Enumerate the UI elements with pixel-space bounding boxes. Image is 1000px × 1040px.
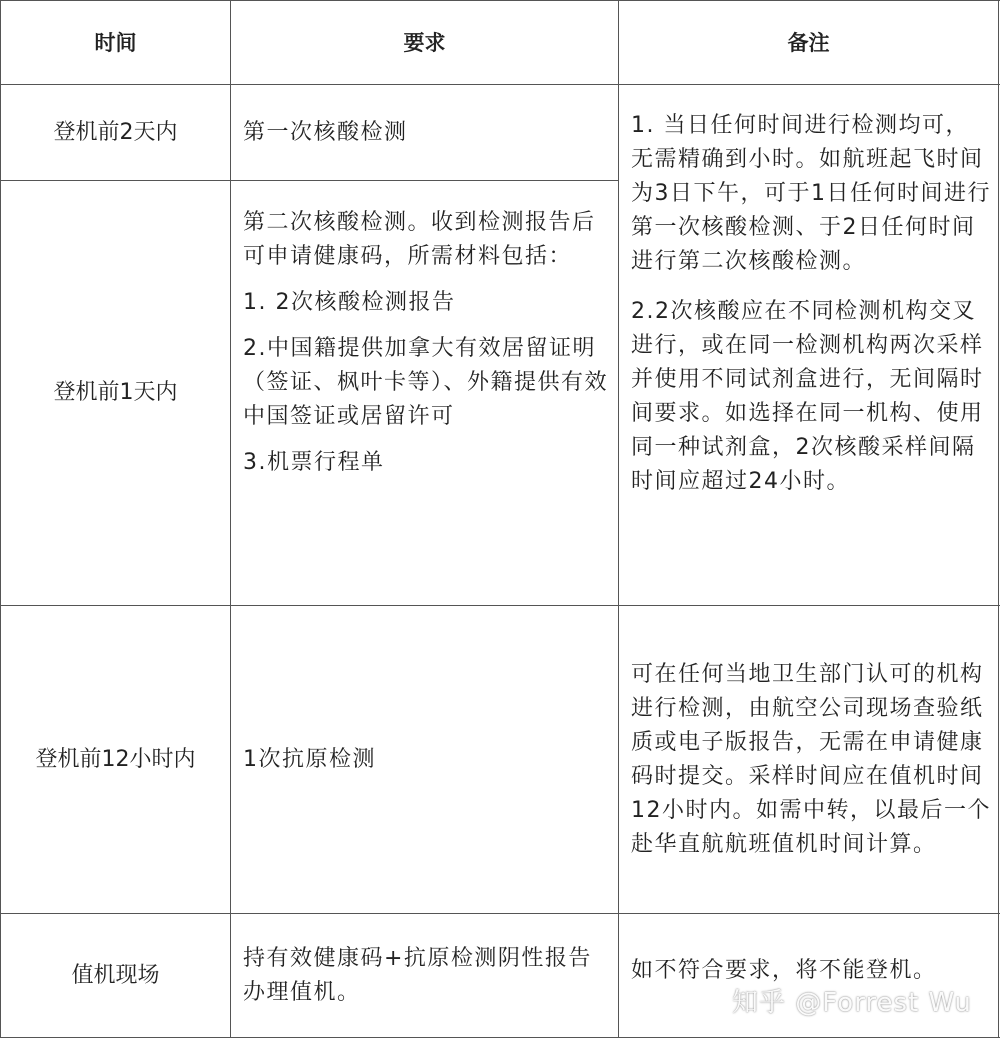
requirement-text: 第二次核酸检测。收到检测报告后可申请健康码，所需材料包括： [243, 210, 596, 269]
table-row-requirement [243, 85, 611, 180]
table-border-bottom [0, 1037, 1000, 1038]
header-time: 时间 [94, 30, 137, 55]
table-row-requirement [243, 606, 611, 913]
table-row-time: 登机前12小时内 [35, 746, 196, 772]
merged-notes-cell [631, 109, 991, 599]
note-paragraph: 可在任何当地卫生部门认可的机构进行检测，由航空公司现场查验纸质或电子版报告，无需在申请健康码时提交。采样时间应在值机时间12小时内。如需中转，以最后一个赴华直航航班值机时间计算。 [631, 661, 991, 857]
table-row-notes [631, 606, 991, 913]
requirement-item: 1. 2次核酸检测报告 [243, 290, 456, 315]
table-row-time: 登机前2天内 [53, 119, 178, 145]
column-divider [618, 0, 619, 1038]
header-requirement: 要求 [403, 30, 446, 55]
requirement-text: 持有效健康码+抗原检测阴性报告办理值机。 [243, 945, 592, 1005]
header-notes: 备注 [787, 30, 830, 55]
requirement-item: 2.中国籍提供加拿大有效居留证明（签证、枫叶卡等）、外籍提供有效中国签证或居留许可 [243, 336, 609, 429]
column-divider [230, 0, 231, 1038]
table-border-right [998, 0, 999, 1038]
note-paragraph: 如不符合要求，将不能登机。 [631, 957, 937, 983]
requirement-text: 1次抗原检测 [243, 746, 376, 772]
note-paragraph: 1. 当日任何时间进行检测均可，无需精确到小时。如航班起飞时间为3日下午，可于1日任何时间进行第一次核酸检测、于2日任何时间进行第二次核酸检测。 [631, 113, 991, 274]
table-row-time: 登机前1天内 [53, 380, 178, 405]
note-paragraph: 2.2次核酸应在不同检测机构交叉进行，或在同一检测机构两次采样并使用不同试剂盒进行，无间隔时间要求。如选择在同一机构、使用同一种试剂盒，2次核酸采样间隔时间应超过24小时。 [631, 299, 984, 494]
table-row-requirement [243, 914, 611, 1037]
table-row-time: 值机现场 [71, 962, 160, 988]
watermark: 知乎 @Forrest Wu [732, 988, 972, 1018]
table-row-requirement [243, 206, 611, 601]
requirement-item: 3.机票行程单 [243, 450, 385, 475]
requirement-text: 第一次核酸检测 [243, 119, 408, 145]
